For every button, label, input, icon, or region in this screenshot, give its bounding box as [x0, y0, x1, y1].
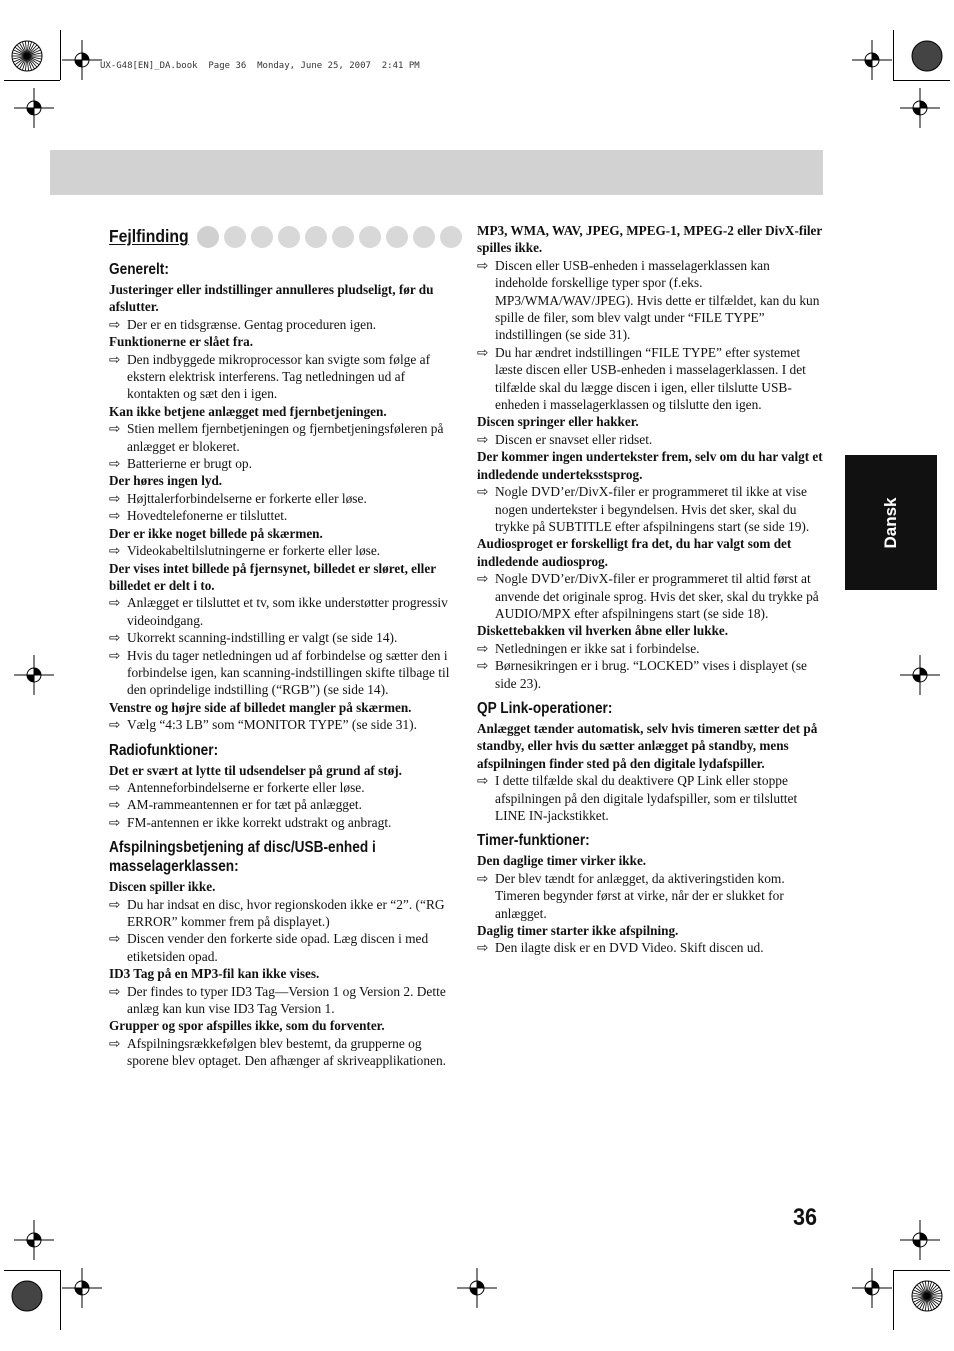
ornament-dot: [224, 226, 246, 248]
arrow-icon: ⇨: [109, 351, 121, 367]
arrow-icon: ⇨: [477, 640, 489, 656]
problem-statement: Audiosproget er forskelligt fra det, du har valgt som det indledende audiosprog.: [477, 536, 792, 569]
solution-item: [477, 657, 823, 692]
solution-item: [109, 316, 455, 333]
solution-item: [109, 507, 455, 524]
subsection-heading: Timer-funktioner:: [477, 832, 590, 850]
problem-statement: Grupper og spor afspilles ikke, som du forventer.: [109, 1018, 385, 1034]
solution-text: FM-antennen er ikke korrekt udstrakt og anbragt.: [127, 814, 392, 830]
language-label: Dansk: [881, 496, 900, 549]
solution-item: [477, 344, 823, 414]
solution-text: Hovedtelefonerne er tilsluttet.: [127, 508, 288, 524]
crop-line: [4, 80, 60, 81]
solution-text: Discen er snavset eller ridset.: [495, 431, 653, 447]
solution-item: [109, 351, 455, 403]
solution-text: Antenneforbindelserne er forkerte eller løse.: [127, 779, 365, 795]
arrow-icon: ⇨: [477, 344, 489, 360]
solution-text: I dette tilfælde skal du deaktivere QP Link eller stoppe afspilningen på den digitale lydafspiller, som er tilsluttet LINE IN-jackstikket.: [495, 773, 798, 823]
solution-item: [109, 814, 455, 831]
subsection-heading: QP Link-operationer:: [477, 699, 613, 717]
solution-item: [109, 455, 455, 472]
left-column-content: [109, 260, 455, 1070]
arrow-icon: ⇨: [109, 630, 121, 646]
section-title: Fejlfinding: [109, 226, 189, 247]
solution-item: [109, 647, 455, 699]
solution-item: [477, 939, 823, 956]
page-number: 36: [793, 1204, 818, 1231]
problem-statement: Discen spiller ikke.: [109, 879, 216, 895]
section-title-row: [109, 222, 455, 252]
arrow-icon: ⇨: [477, 484, 489, 500]
solution-item: [109, 1035, 455, 1070]
solution-text: Højttalerforbindelserne er forkerte eller løse.: [127, 490, 367, 506]
problem-statement: Justeringer eller indstillinger annulleres pludseligt, før du afslutter.: [109, 282, 434, 315]
solution-text: Discen eller USB-enheden i masselagerklassen kan indeholde forskellige typer spor (f.eks. MP3/WMA/WAV/JPEG). Hvis dette er tilfældet, kan du kun spille de filer, som blev valgt under “FILE TYPE” indstillingen (se side 31).: [495, 257, 820, 343]
solution-text: Batterierne er brugt op.: [127, 456, 252, 472]
subsection-heading: Afspilningsbetjening af disc/USB-enhed i masselagerklassen:: [109, 839, 376, 876]
ornament-dot: [386, 226, 408, 248]
crop-line: [893, 1270, 950, 1271]
ornament-dot: [305, 226, 327, 248]
arrow-icon: ⇨: [109, 797, 121, 813]
arrow-icon: ⇨: [477, 431, 489, 447]
arrow-icon: ⇨: [477, 940, 489, 956]
solution-text: Anlægget er tilsluttet et tv, som ikke understøtter progressiv videoindgang.: [127, 595, 448, 628]
ornament-dot: [332, 226, 354, 248]
arrow-icon: ⇨: [109, 896, 121, 912]
solution-text: Discen vender den forkerte side opad. Læg discen i med etiketsiden opad.: [127, 931, 429, 964]
arrow-icon: ⇨: [109, 595, 121, 611]
registration-crosshair-icon: [14, 88, 54, 128]
solution-item: [477, 570, 823, 622]
solution-item: [109, 983, 455, 1018]
solution-item: [109, 796, 455, 813]
registration-crosshair-icon: [14, 655, 54, 695]
problem-statement: Den daglige timer virker ikke.: [477, 853, 647, 869]
crop-line: [60, 1270, 61, 1330]
arrow-icon: ⇨: [109, 983, 121, 999]
registration-crosshair-icon: [900, 655, 940, 695]
solution-text: Nogle DVD’er/DivX-filer er programmeret til altid først at anvende det originale sprog. Hvis det sker, skal du trykke på AUDIO/MPX efter afspilningens start (se side 18).: [495, 571, 819, 621]
ornament-dot: [278, 226, 300, 248]
solution-text: Der findes to typer ID3 Tag—Version 1 og Version 2. Dette anlæg kan kun vise ID3 Tag Version 1.: [127, 983, 446, 1017]
solution-item: [109, 542, 455, 559]
arrow-icon: ⇨: [109, 456, 121, 472]
problem-statement: Der vises intet billede på fjernsynet, billedet er sløret, eller billedet er delt i to.: [109, 560, 436, 593]
problem-statement: Kan ikke betjene anlægget med fjernbetjeningen.: [109, 403, 387, 419]
problem-statement: ID3 Tag på en MP3-fil kan ikke vises.: [109, 966, 320, 982]
arrow-icon: ⇨: [109, 779, 121, 795]
crop-line: [893, 80, 950, 81]
solution-text: Du har ændret indstillingen “FILE TYPE” efter systemet læste discen eller USB-enheden i masselagerklassen. I det tilfælde skal du lægge discen i igen, eller tilslutte USB-enheden i masselagerklassen og tilslutte den igen.: [495, 344, 806, 413]
arrow-icon: ⇨: [477, 571, 489, 587]
crop-line: [4, 1270, 60, 1271]
ornament-dot: [359, 226, 381, 248]
registration-dark-circle-icon: [911, 40, 943, 72]
crop-line: [893, 30, 894, 80]
solution-text: Netledningen er ikke sat i forbindelse.: [495, 640, 700, 656]
problem-statement: Der er ikke noget billede på skærmen.: [109, 525, 323, 541]
subsection-heading: Radiofunktioner:: [109, 741, 219, 759]
arrow-icon: ⇨: [477, 658, 489, 674]
solution-item: [477, 483, 823, 535]
arrow-icon: ⇨: [109, 1035, 121, 1051]
ornament-dot: [197, 226, 219, 248]
arrow-icon: ⇨: [109, 490, 121, 506]
header-bar: [50, 150, 823, 195]
solution-text: Der blev tændt for anlægget, da aktiveringstiden kom. Timeren begynder først at virke, når der er slukket for anlægget.: [495, 870, 785, 921]
solution-item: [477, 431, 823, 448]
registration-crosshair-icon: [900, 88, 940, 128]
arrow-icon: ⇨: [477, 773, 489, 789]
solution-text: AM-rammeantennen er for tæt på anlægget.: [127, 797, 363, 813]
registration-crosshair-icon: [62, 1268, 102, 1308]
solution-text: Nogle DVD’er/DivX-filer er programmeret til ikke at vise nogen undertekster i begyndelsen. Hvis det sker, skal du trykke på SUBTITLE efter afspilningens start (se side 19).: [495, 484, 810, 534]
left-column: [109, 222, 455, 1070]
print-metadata: UX-G48[EN]_DA.book Page 36 Monday, June 25, 2007 2:41 PM: [100, 61, 420, 71]
solution-text: Den ilagte disk er en DVD Video. Skift discen ud.: [495, 940, 764, 956]
arrow-icon: ⇨: [109, 931, 121, 947]
problem-statement: Der kommer ingen undertekster frem, selv om du har valgt et indledende underteksstsprog.: [477, 449, 823, 482]
solution-text: Ukorrekt scanning-indstilling er valgt (se side 14).: [127, 630, 398, 646]
problem-statement: Diskettebakken vil hverken åbne eller lukke.: [477, 623, 729, 639]
solution-text: Stien mellem fjernbetjeningen og fjernbetjeningsføleren på anlægget er blokeret.: [127, 421, 444, 454]
arrow-icon: ⇨: [477, 257, 489, 273]
registration-starburst-icon: [11, 40, 43, 72]
problem-statement: Daglig timer starter ikke afspilning.: [477, 923, 679, 939]
solution-item: [109, 779, 455, 796]
solution-text: Du har indsat en disc, hvor regionskoden ikke er “2”. (“RG ERROR” kommer frem på displayet.): [127, 896, 445, 929]
arrow-icon: ⇨: [109, 421, 121, 437]
arrow-icon: ⇨: [109, 508, 121, 524]
arrow-icon: ⇨: [477, 870, 489, 886]
solution-item: [477, 640, 823, 657]
crop-line: [893, 1270, 894, 1330]
subsection-heading: Generelt:: [109, 261, 169, 278]
solution-text: Den indbyggede mikroprocessor kan svigte som følge af ekstern elektrisk interferens. Tag netledningen ud af kontakten og sæt den i igen.: [127, 351, 431, 402]
solution-text: Hvis du tager netledningen ud af forbindelse og sætter den i forbindelse igen, kan scanning-indstillingen skifte tilbage til den oprindelige indstilling (“RGB”) (se side 14).: [127, 647, 450, 698]
solution-text: Vælg “4:3 LB” som “MONITOR TYPE” (se side 31).: [127, 717, 417, 733]
registration-crosshair-icon: [14, 1220, 54, 1260]
problem-statement: Discen springer eller hakker.: [477, 414, 639, 430]
solution-text: Videokabeltilslutningerne er forkerte eller løse.: [127, 543, 381, 559]
arrow-icon: ⇨: [109, 717, 121, 733]
crop-line: [60, 30, 61, 80]
solution-item: [109, 490, 455, 507]
problem-statement: MP3, WMA, WAV, JPEG, MPEG-1, MPEG-2 eller DivX-filer spilles ikke.: [477, 223, 823, 256]
registration-crosshair-icon: [900, 1220, 940, 1260]
solution-item: [109, 930, 455, 965]
language-side-tab: [845, 455, 937, 590]
registration-crosshair-icon: [457, 1268, 497, 1308]
solution-item: [109, 629, 455, 646]
solution-item: [109, 896, 455, 931]
arrow-icon: ⇨: [109, 543, 121, 559]
problem-statement: Venstre og højre side af billedet mangler på skærmen.: [109, 699, 412, 715]
solution-item: [109, 716, 455, 733]
registration-crosshair-icon: [62, 40, 102, 80]
solution-item: [109, 594, 455, 629]
solution-item: [477, 772, 823, 824]
ornament-dot: [413, 226, 435, 248]
ornament-dot: [251, 226, 273, 248]
registration-crosshair-icon: [852, 40, 892, 80]
solution-text: Børnesikringen er i brug. “LOCKED” vises i displayet (se side 23).: [495, 658, 808, 691]
solution-item: [477, 870, 823, 922]
arrow-icon: ⇨: [109, 814, 121, 830]
right-column-content: [477, 222, 823, 957]
problem-statement: Der høres ingen lyd.: [109, 473, 223, 489]
arrow-icon: ⇨: [109, 647, 121, 663]
ornament-dot: [440, 226, 462, 248]
right-column: [477, 222, 823, 957]
solution-text: Afspilningsrækkefølgen blev bestemt, da grupperne og sporene blev optaget. Den afhænger af skriveapplikationen.: [127, 1035, 447, 1069]
problem-statement: Funktionerne er slået fra.: [109, 334, 254, 350]
arrow-icon: ⇨: [109, 316, 121, 332]
registration-crosshair-icon: [852, 1268, 892, 1308]
solution-item: [109, 420, 455, 455]
registration-dark-circle-icon: [11, 1280, 43, 1312]
problem-statement: Anlægget tænder automatisk, selv hvis timeren sætter det på standby, eller hvis du sætter anlægget på standby, mens afspilningen finder sted på den digitale lydafspiller.: [477, 720, 818, 771]
title-dot-ornament: [197, 226, 462, 248]
problem-statement: Det er svært at lytte til udsendelser på grund af støj.: [109, 762, 402, 778]
registration-starburst-icon: [911, 1280, 943, 1312]
solution-text: Der er en tidsgrænse. Gentag proceduren igen.: [127, 316, 377, 332]
solution-item: [477, 257, 823, 344]
